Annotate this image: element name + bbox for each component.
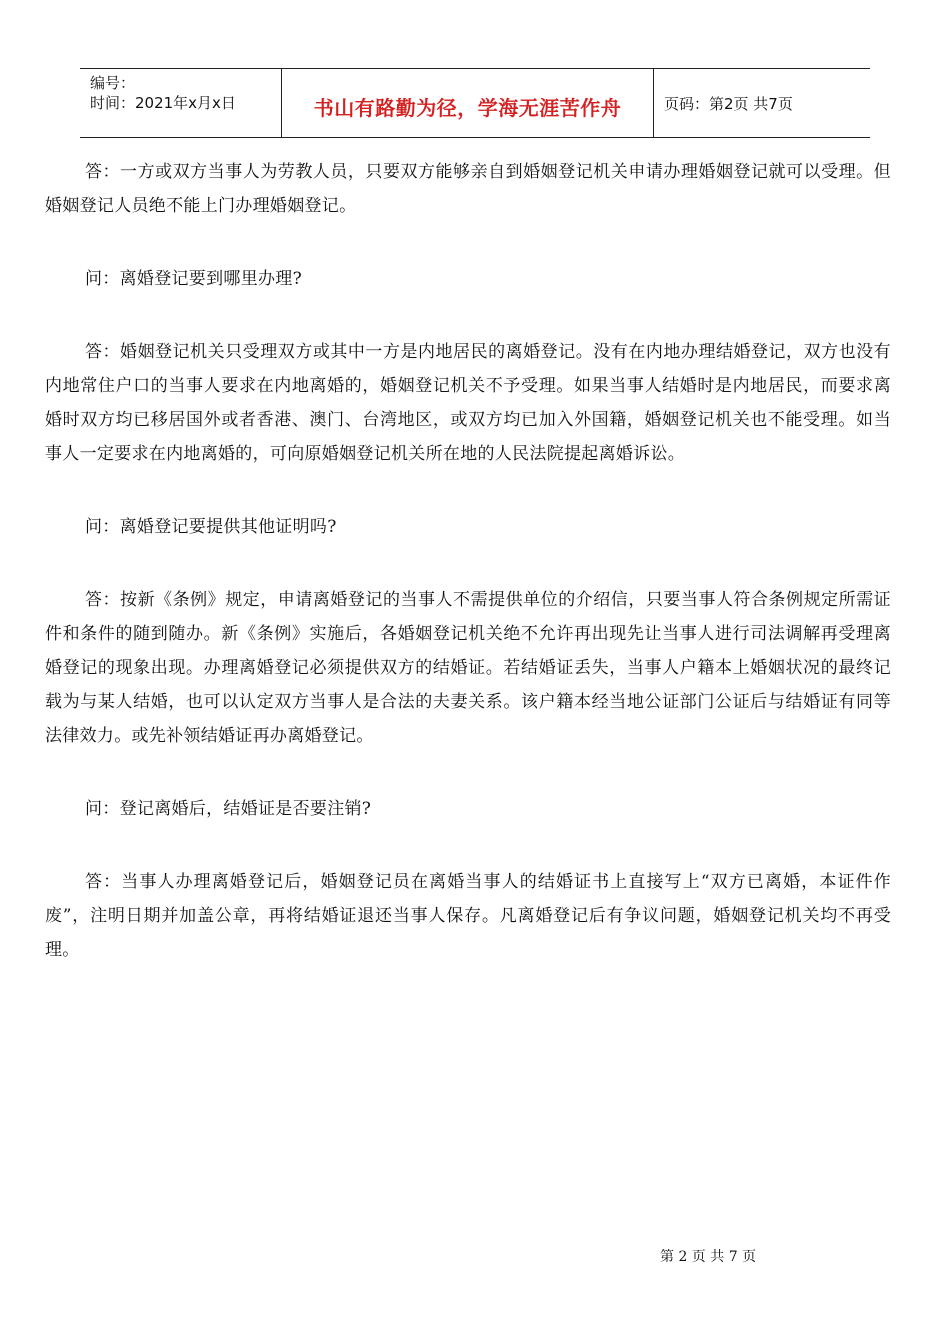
paragraph-question-4: 问：登记离婚后，结婚证是否要注销? <box>85 799 372 819</box>
header-page-number: 页码：第2页 共7页 <box>664 94 793 113</box>
paragraph-answer-4: 答：当事人办理离婚登记后，婚姻登记员在离婚当事人的结婚证书上直接写上“双方已离婚，本证件作废”，注明日期并加盖公章，再将结婚证退还当事人保存。凡离婚登记后有争议问题，婚姻登记机关均不再受理。 <box>45 872 891 960</box>
paragraph-answer-1: 答：一方或双方当事人为劳教人员，只要双方能够亲自到婚姻登记机关申请办理婚姻登记就可以受理。但婚姻登记人员绝不能上门办理婚姻登记。 <box>45 162 891 216</box>
header-info-cell <box>80 69 282 137</box>
header-page-cell <box>654 69 870 137</box>
header-motto: 书山有路勤为径，学海无涯苦作舟 <box>313 95 622 120</box>
paragraph-answer-2: 答：婚姻登记机关只受理双方或其中一方是内地居民的离婚登记。没有在内地办理结婚登记，双方也没有内地常住户口的当事人要求在内地离婚的，婚姻登记机关不予受理。如果当事人结婚时是内地居民，而要求离婚时双方均已移居国外或者香港、澳门、台湾地区，或双方均已加入外国籍，婚姻登记机关也不能受理。如当事人一定要求在内地离婚的，可向原婚姻登记机关所在地的人民法院提起离婚诉讼。 <box>45 342 891 464</box>
paragraph-question-3: 问：离婚登记要提供其他证明吗? <box>85 517 337 537</box>
paragraph-question-2: 问：离婚登记要到哪里办理? <box>85 269 303 289</box>
paragraph-answer-3: 答：按新《条例》规定，申请离婚登记的当事人不需提供单位的介绍信，只要当事人符合条例规定所需证件和条件的随到随办。新《条例》实施后，各婚姻登记机关绝不允许再出现先让当事人进行司法调解再受理离婚登记的现象出现。办理离婚登记必须提供双方的结婚证。若结婚证丢失，当事人户籍本上婚姻状况的最终记载为与某人结婚，也可以认定双方当事人是合法的夫妻关系。该户籍本经当地公证部门公证后与结婚证有同等法律效力。或先补领结婚证再办离婚登记。 <box>45 590 891 746</box>
document-body <box>45 155 891 1006</box>
document-date: 时间：2021年x月x日 <box>90 94 236 112</box>
document-number-label: 编号： <box>90 74 136 92</box>
header-motto-cell <box>282 69 654 137</box>
footer-page-number: 第 2 页 共 7 页 <box>660 1249 757 1265</box>
page-header <box>80 68 870 138</box>
